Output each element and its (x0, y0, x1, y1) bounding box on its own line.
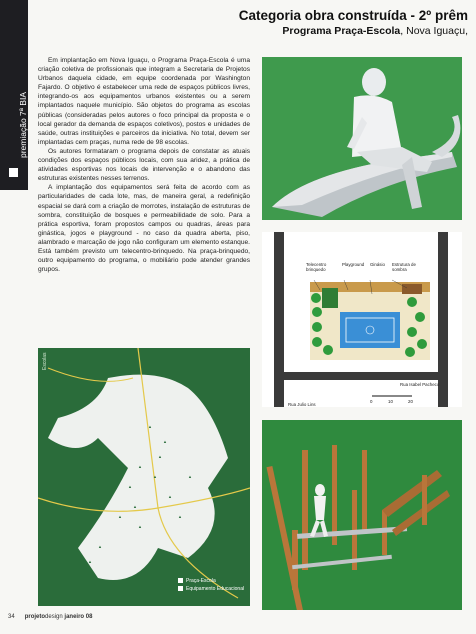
svg-text:▲: ▲ (118, 514, 122, 519)
site-plan-image (262, 232, 462, 407)
article-paragraph: Em implantação em Nova Iguaçu, o Programa Praça-Escola é uma criação coletiva de profissionais que integram a Secretaria de Projetos Urbanos daquela cidade, em equipe coordenada por Washington Fajardo. O objetivo é estabelecer uma rede de espaços públicos livres, integrando-os aos equipamentos urbanos existentes ou a serem implantados naquele município. São objetos do programa as escolas públicas (consideradas pelos autores o foco principal da proposta e o local gerador da demanda de espaços coletivos), postos e unidades de saúde, outras instituições e parceiros da iniciativa. No total, devem ser implantadas cem praças, numa rede de 98 escolas. (38, 57, 250, 146)
magazine-name-rest: design (45, 614, 63, 620)
scale-label: 10 (388, 399, 393, 404)
street-label: Rua Isabel Pacheco (400, 382, 440, 387)
section-sidebar (0, 0, 28, 190)
page-footer (8, 614, 92, 620)
svg-text:▲: ▲ (98, 544, 102, 549)
article-paragraph: A implantação dos equipamentos será feita de acordo com as particularidades de cada lote, mas, de maneira geral, a redefinição espacial se dará com a criação de morrotes, instalação de estruturas de sombra, constituição de bosques e permeabilidade de solo. Para a prática esportiva, foram propostos campos ou quadras, áreas para ginástica, jogos e playground - no caso da quadra aberta, piso, alambrado e marcação de jogo não configuram um elemento estanque. Está também previsto um telecentro-brinquedo. Na praça-brinquedo, outro equipamento do programa, o mobiliário pode atender grandes grupos. (38, 184, 250, 274)
svg-text:▲: ▲ (178, 514, 182, 519)
page-number: 34 (8, 614, 15, 620)
program-location: , Nova Iguaçu, (400, 25, 468, 37)
svg-text:▲: ▲ (138, 524, 142, 529)
sidebar-label: premiação 7ª BIA (18, 92, 28, 158)
city-map-image (38, 348, 250, 606)
plan-label: Estrutura de sombra (392, 262, 416, 272)
legend-item (178, 585, 244, 593)
sidebar-marker (9, 168, 18, 177)
issue-date: janeiro 08 (64, 614, 93, 620)
svg-text:▲: ▲ (158, 454, 162, 459)
page-title: Categoria obra construída - 2º prêm (238, 8, 468, 23)
legend-label: Praça-Escola (186, 578, 216, 584)
article-body (38, 56, 250, 274)
plan-label: Playground (342, 262, 365, 267)
legend-label: Equipamento Educacional (186, 586, 245, 592)
svg-text:▲: ▲ (128, 484, 132, 489)
svg-text:▲: ▲ (133, 504, 137, 509)
svg-text:▲: ▲ (163, 439, 167, 444)
svg-text:▲: ▲ (188, 474, 192, 479)
scale-label: 0 (370, 399, 373, 404)
bench-rendering-image (262, 57, 462, 220)
svg-text:▲: ▲ (153, 474, 157, 479)
svg-text:▲: ▲ (108, 494, 112, 499)
scale-label: 20 (408, 399, 413, 404)
plan-label: Ginásio (370, 262, 385, 267)
playground-rendering-image (262, 420, 462, 610)
magazine-name-bold: projeto (24, 614, 46, 620)
street-label: Rua Julio Lins (288, 402, 316, 407)
page-subtitle (282, 25, 468, 37)
plan-label: Telecentro brinquedo (306, 262, 327, 272)
program-name: Programa Praça-Escola (282, 25, 401, 37)
legend-item (178, 577, 244, 585)
svg-text:▲: ▲ (168, 494, 172, 499)
svg-text:▲: ▲ (148, 424, 152, 429)
article-paragraph: Os autores formataram o programa depois de constatar as atuais condições dos espaços públicos locais, com sua aridez, a prática de atividades esportivas nos locais de intervenção e o abandono das estruturas existentes nesses terrenos. (38, 147, 250, 183)
svg-text:▲: ▲ (138, 464, 142, 469)
map-legend (178, 577, 244, 593)
svg-text:▲: ▲ (88, 559, 92, 564)
map-caption: Escolas (42, 352, 48, 370)
